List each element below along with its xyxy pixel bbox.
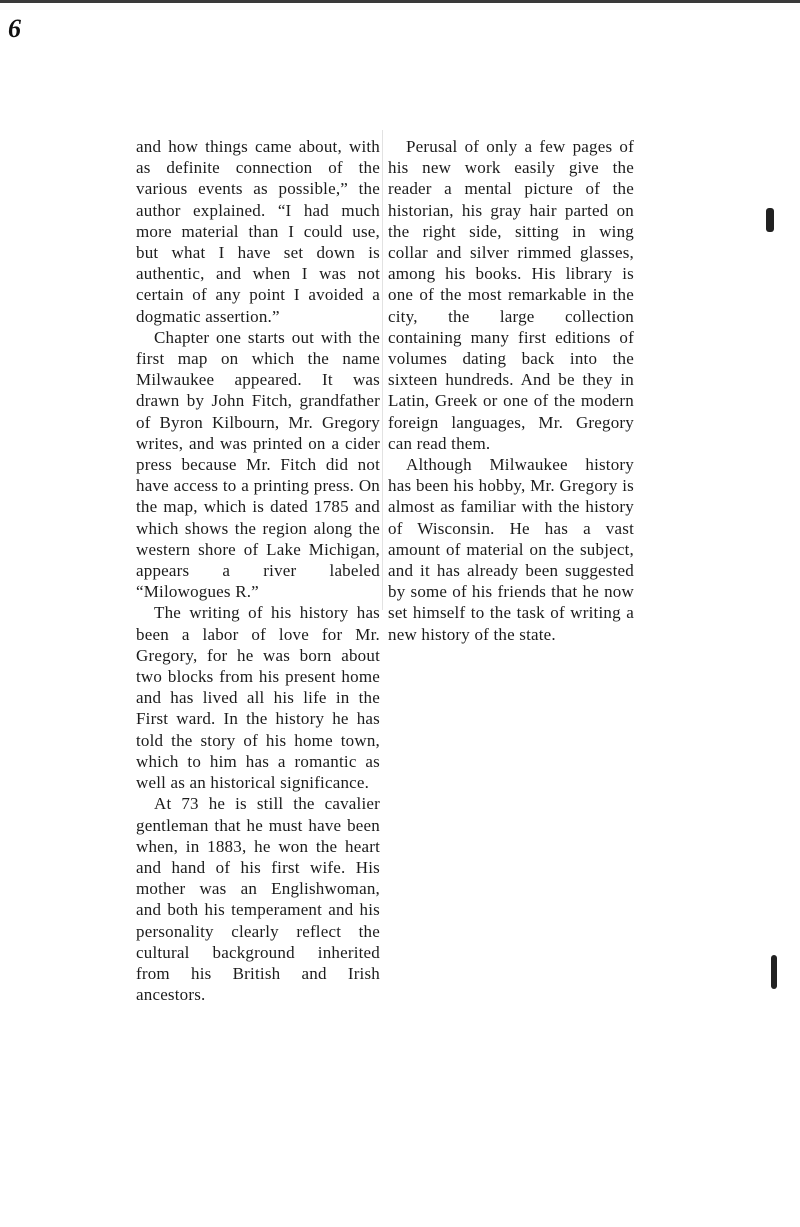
right-column [388, 136, 634, 645]
paragraph: and how things came about, with as definite connection of the various events as possible,” the author explained. “I had much more material than I could use, but what I have set down is authentic, and when I was not certain of any point I avoided a dogmatic assertion.” [136, 137, 380, 326]
paragraph: Although Milwaukee history has been his hobby, Mr. Gregory is almost as familiar with the history of Wisconsin. He has a vast amount of material on the subject, and it has already been suggested by some of his friends that he now set himself to the task of writing a new history of the state. [388, 455, 634, 644]
paragraph: The writing of his history has been a labor of love for Mr. Gregory, for he was born about two blocks from his present home and has lived all his life in the First ward. In the history he has told the story of his home town, which to him has a romantic as well as an historical significance. [136, 603, 380, 793]
scan-mark [766, 208, 774, 232]
scan-mark [771, 955, 777, 989]
left-column [136, 136, 380, 1005]
paragraph: Chapter one starts out with the first map on which the name Milwaukee appeared. It was drawn by John Fitch, grandfather of Byron Kilbourn, Mr. Gregory writes, and was printed on a cider press because Mr. Fitch did not have access to a printing press. On the map, which is dated 1785 and which shows the region along the western shore of Lake Michigan, appears a river labeled “Milowogues R.” [136, 327, 380, 602]
margin-line [382, 130, 383, 610]
paragraph: At 73 he is still the cavalier gentleman that he must have been when, in 1883, he won the heart and hand of his first wife. His mother was an Englishwoman, and both his temperament and his personality clearly reflect the cultural background inherited from his British and Irish ancestors. [136, 794, 380, 1005]
top-rule [0, 0, 800, 3]
page-number: 6 [8, 14, 21, 43]
paragraph: Perusal of only a few pages of his new work easily give the reader a mental picture of the historian, his gray hair parted on the right side, sitting in wing collar and silver rimmed glasses, among his books. His library is one of the most remarkable in the city, the large collection containing many first editions of volumes dating back into the sixteen hundreds. And be they in Latin, Greek or one of the modern foreign languages, Mr. Gregory can read them. [388, 137, 634, 453]
